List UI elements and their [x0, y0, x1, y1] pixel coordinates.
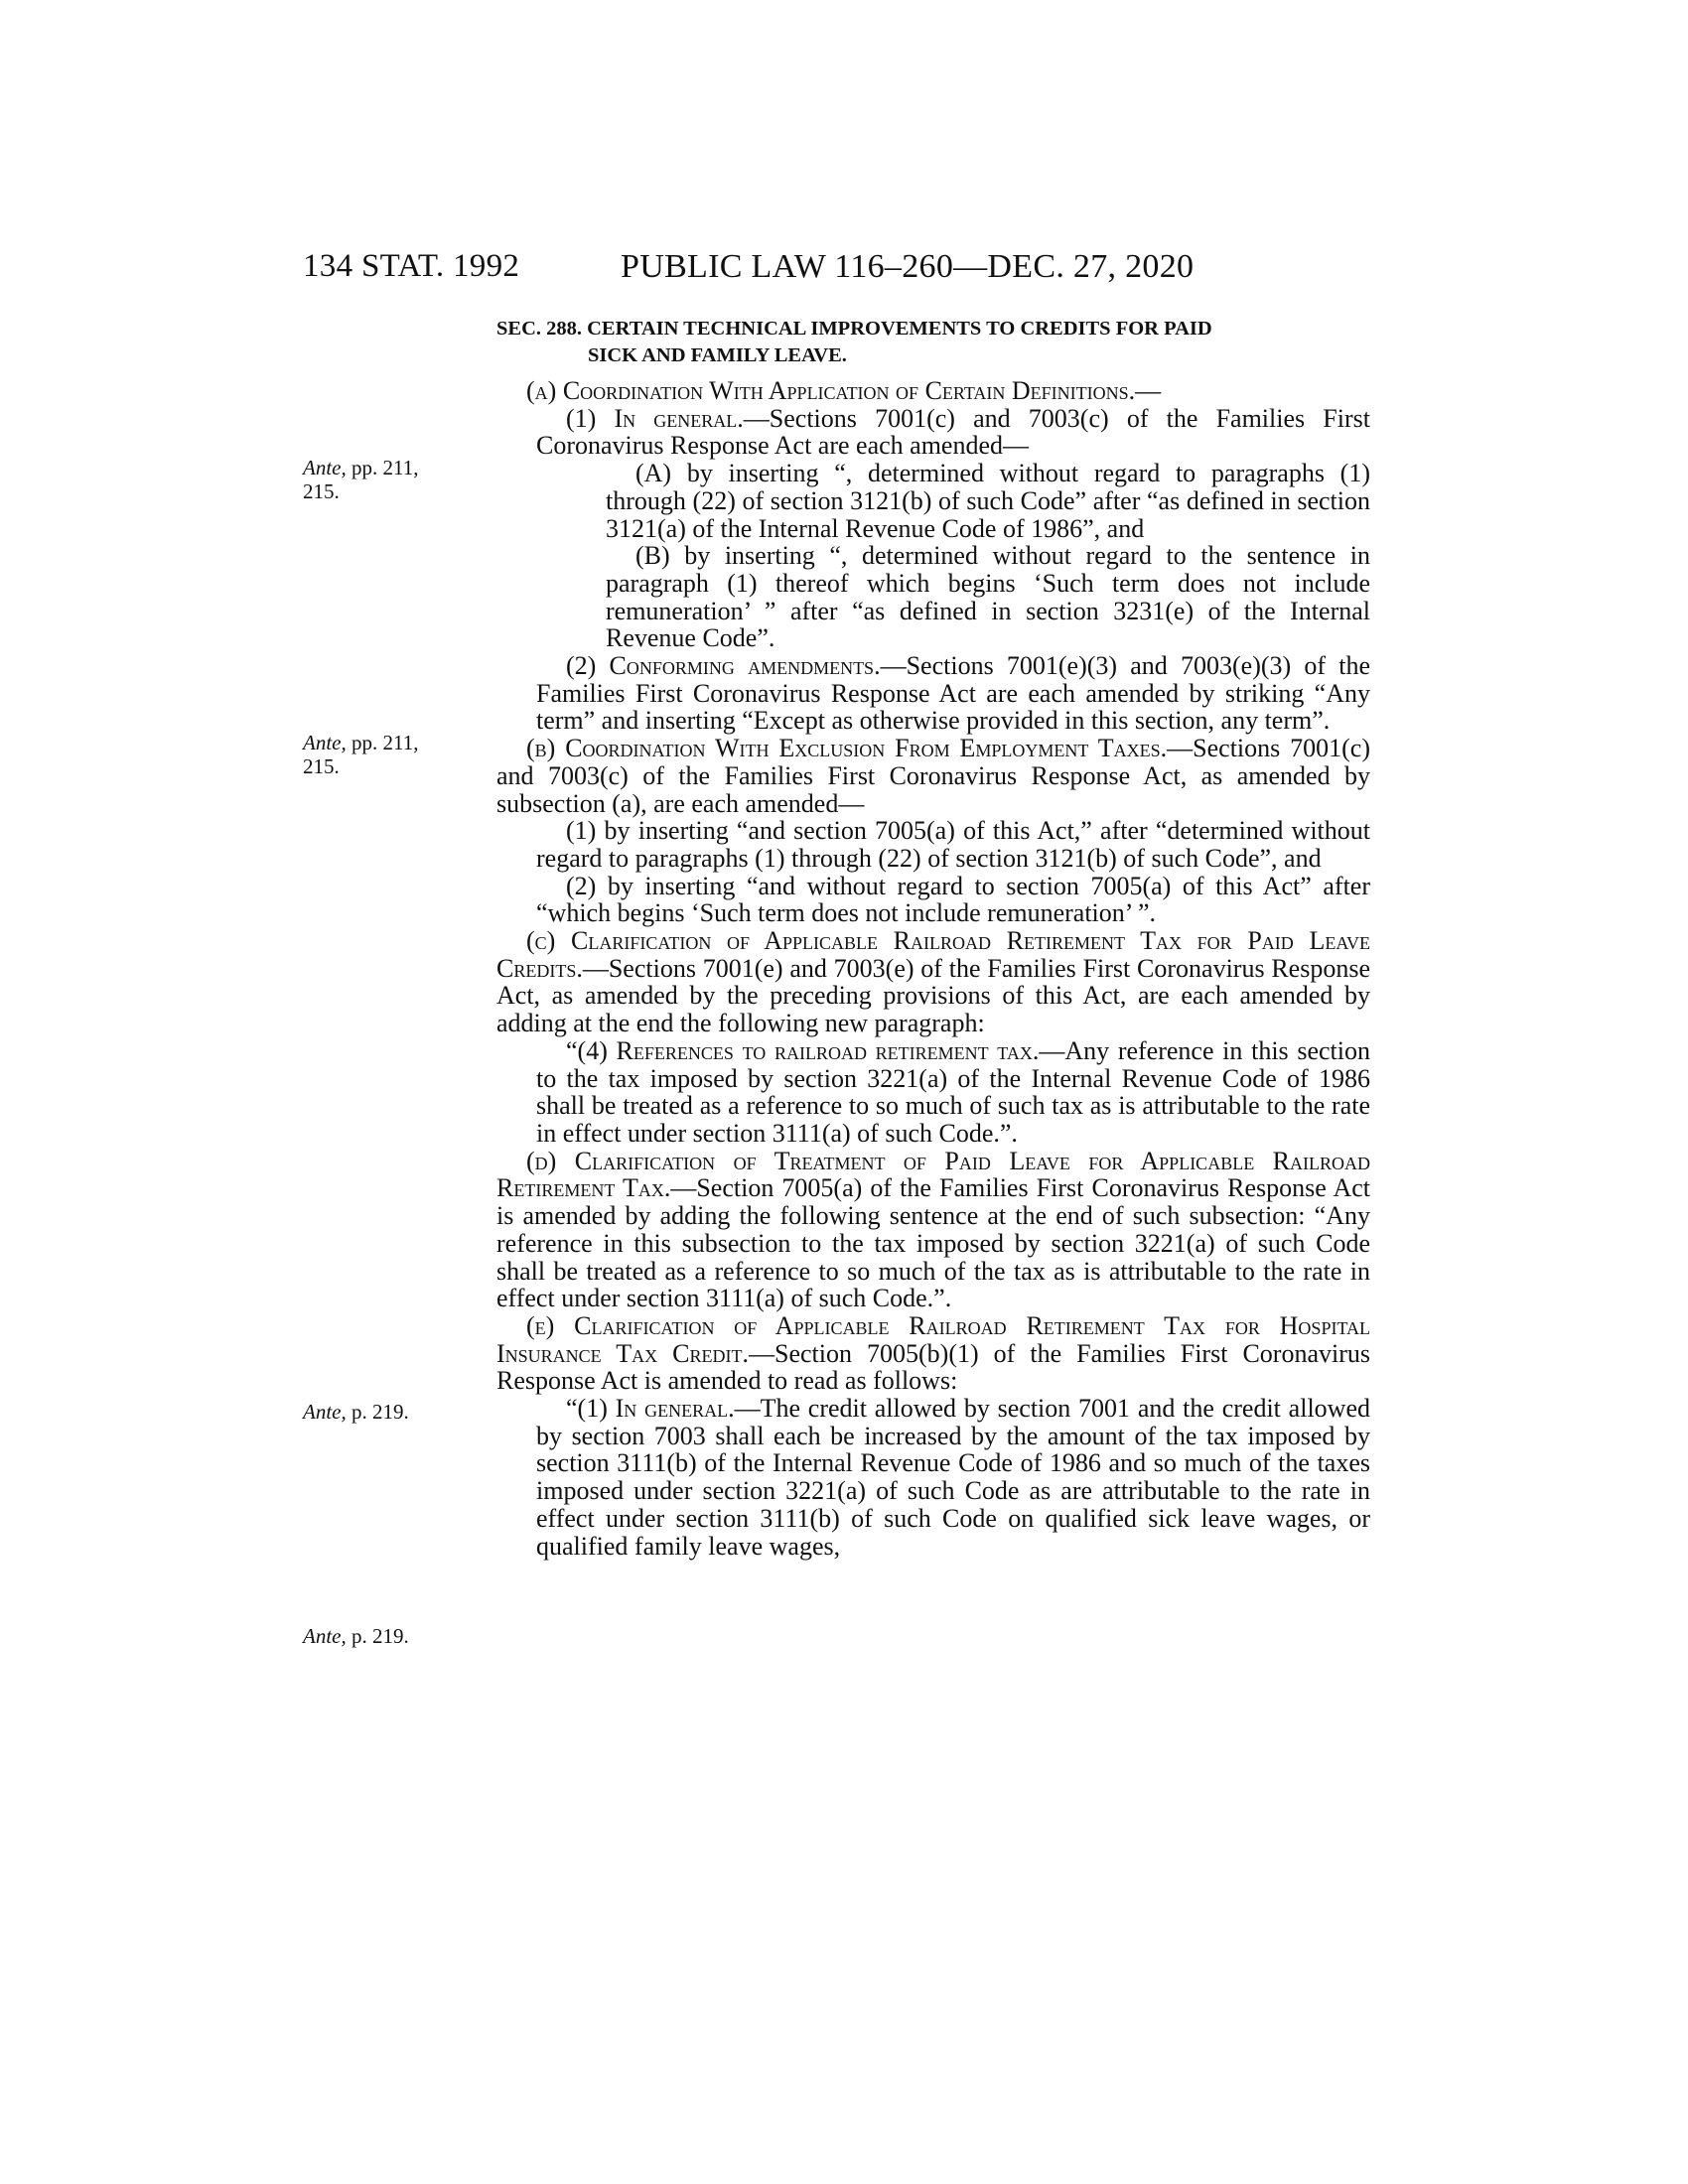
subsection-b-text: —Sections 7001(c) and 7003(c) of the Families First Coronavirus Response Act, as amended by subsection (a), are each amended— — [496, 734, 1370, 818]
subsection-d-text: —Section 7005(a) of the Families First Coronavirus Response Act is amended by adding the following sentence at the end of such subsection: “Any reference in this subsection to the tax imposed by section 3221(a) of such Code shall be treated as a reference to so much of the tax as is attributable to the rate in effect under section 3111(a) of such Code.”. — [496, 1173, 1370, 1313]
margin-note — [303, 1624, 442, 1648]
quoted-paragraph-c4 — [496, 1037, 1370, 1148]
margin-note-pages: p. 219. — [346, 1400, 409, 1424]
page-stat-number: 134 STAT. 1992 — [303, 248, 520, 284]
margin-note-ante: Ante, — [303, 731, 347, 754]
paragraph-a2 — [496, 652, 1370, 735]
margin-note — [303, 731, 442, 778]
paragraph-b1: (1) by inserting “and section 7005(a) of this Act,” after “determined without regard to paragraphs (1) through (22) of section 3121(b) of such Code”, and — [536, 816, 1370, 873]
subsection-c-heading: (c) Clarification of Applicable Railroad Retirement Tax for Paid Leave Credits. — [496, 926, 1370, 983]
subparagraph-a1B: (B) by inserting “, determined without regard to the sentence in paragraph (1) thereof which begins ‘Such term does not include remuneration’ ” after “as defined in section 3231(e) of the Internal Revenue Code”. — [606, 541, 1370, 653]
paragraph-a1 — [496, 405, 1370, 460]
statute-body — [496, 377, 1370, 1560]
subsection-b — [496, 735, 1370, 817]
subsection-c — [496, 927, 1370, 1037]
subsection-e — [496, 1312, 1370, 1395]
margin-note-pages: p. 219. — [346, 1624, 409, 1648]
paragraph-a1-heading: (1) In general. — [566, 403, 744, 433]
margin-note-pages: pp. 211, — [346, 731, 419, 754]
margin-note-ante: Ante, — [303, 1624, 347, 1648]
margin-note — [303, 1400, 442, 1424]
subsection-c-text: —Sections 7001(e) and 7003(e) of the Families First Coronavirus Response Act, as amended by the preceding provisions of this Act, are each amended by adding at the end the following new paragraph: — [496, 953, 1370, 1038]
subsection-a-heading — [496, 377, 1370, 405]
section-title-line2: SICK AND FAMILY LEAVE. — [588, 344, 847, 366]
paragraph-b2: (2) by inserting “and without regard to section 7005(a) of this Act” after “which begins ‘Such term does not include remuneration’ ”. — [536, 871, 1370, 928]
subsection-e-text: —Section 7005(b)(1) of the Families First Coronavirus Response Act is amended to read as follows: — [496, 1338, 1370, 1396]
running-header: PUBLIC LAW 116–260—DEC. 27, 2020 — [621, 248, 1195, 285]
margin-note-cont: 215. — [303, 754, 340, 778]
paragraph-a1-text: —Sections 7001(c) and 7003(c) of the Families First Coronavirus Response Act are each amended— — [536, 403, 1370, 461]
section-title-line1: SEC. 288. CERTAIN TECHNICAL IMPROVEMENTS TO CREDITS FOR PAID — [496, 318, 1212, 340]
margin-note-ante: Ante, — [303, 456, 347, 479]
paragraph-a2-text: —Sections 7001(e)(3) and 7003(e)(3) of the Families First Coronavirus Response Act are each amended by striking “Any term” and inserting “Except as otherwise provided in this section, any term”. — [536, 651, 1370, 736]
subsection-a-heading-text: (a) Coordination With Application of Certain Definitions.— — [526, 376, 1162, 405]
margin-note-cont: 215. — [303, 479, 340, 503]
subsection-b-heading: (b) Coordination With Exclusion From Employment Taxes. — [526, 734, 1168, 763]
subsection-d-heading: (d) Clarification of Treatment of Paid Leave for Applicable Railroad Retirement Tax. — [496, 1146, 1370, 1203]
margin-note-pages: pp. 211, — [346, 456, 419, 479]
section-title — [496, 316, 1370, 369]
quoted-paragraph-e1 — [496, 1395, 1370, 1560]
quoted-paragraph-c4-heading: “(4) References to railroad retirement tax. — [566, 1035, 1040, 1065]
quoted-paragraph-e1-heading: “(1) In general. — [566, 1394, 735, 1424]
paragraph-a2-heading: (2) Conforming amendments. — [566, 651, 881, 681]
margin-note — [303, 456, 442, 503]
margin-note-ante: Ante, — [303, 1400, 347, 1424]
quoted-paragraph-e1-text: —The credit allowed by section 7001 and the credit allowed by section 7003 shall each be increased by the amount of the tax imposed by section 3111(b) of the Internal Revenue Code of 1986 and so much of the taxes imposed under section 3221(a) of such Code as are attributable to the rate in effect under section 3111(b) of such Code on qualified sick leave wages, or qualified family leave wages, — [536, 1394, 1370, 1561]
subsection-d — [496, 1148, 1370, 1312]
quoted-paragraph-c4-text: —Any reference in this section to the tax imposed by section 3221(a) of the Internal Revenue Code of 1986 shall be treated as a reference to so much of such tax as is attributable to the rate in effect under section 3111(a) of such Code.”. — [536, 1035, 1370, 1148]
subparagraph-a1A: (A) by inserting “, determined without regard to paragraphs (1) through (22) of section 3121(b) of such Code” after “as defined in section 3121(a) of the Internal Revenue Code of 1986”, and — [606, 459, 1370, 543]
subsection-e-heading: (e) Clarification of Applicable Railroad Retirement Tax for Hospital Insurance Tax Credit. — [496, 1310, 1370, 1368]
